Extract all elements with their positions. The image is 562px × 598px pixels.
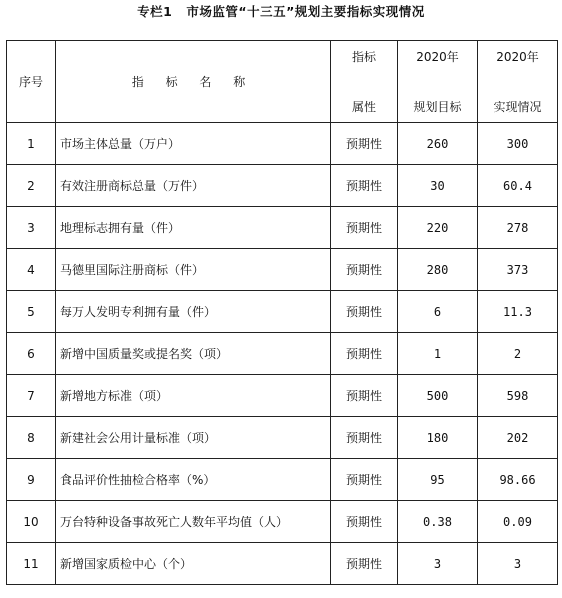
table-row (7, 501, 558, 543)
cell-index: 3 (7, 207, 56, 249)
table-row (7, 417, 558, 459)
cell-target: 6 (398, 291, 478, 333)
header-target (398, 41, 478, 123)
cell-index: 11 (7, 543, 56, 585)
cell-actual: 2 (478, 333, 558, 375)
cell-target: 220 (398, 207, 478, 249)
cell-attribute: 预期性 (331, 459, 398, 501)
table-row (7, 375, 558, 417)
cell-target: 1 (398, 333, 478, 375)
cell-name: 新增国家质检中心（个） (56, 543, 331, 585)
cell-index: 10 (7, 501, 56, 543)
table-row (7, 165, 558, 207)
cell-target: 180 (398, 417, 478, 459)
header-index: 序号 (7, 41, 56, 123)
header-attribute-line2: 属性 (351, 99, 376, 114)
cell-name: 地理标志拥有量（件） (56, 207, 331, 249)
table-header-row (7, 41, 558, 123)
cell-attribute: 预期性 (331, 375, 398, 417)
cell-actual: 3 (478, 543, 558, 585)
cell-target: 280 (398, 249, 478, 291)
cell-attribute: 预期性 (331, 165, 398, 207)
cell-attribute: 预期性 (331, 249, 398, 291)
page-title (0, 3, 562, 21)
header-attribute-line1: 指标 (351, 49, 376, 64)
cell-attribute: 预期性 (331, 207, 398, 249)
cell-actual: 98.66 (478, 459, 558, 501)
header-actual-line1: 2020年 (496, 49, 539, 64)
cell-index: 6 (7, 333, 56, 375)
cell-target: 500 (398, 375, 478, 417)
title-text: 市场监管“十三五”规划主要指标实现情况 (186, 4, 425, 19)
cell-index: 9 (7, 459, 56, 501)
cell-name: 新增中国质量奖或提名奖（项） (56, 333, 331, 375)
cell-actual: 202 (478, 417, 558, 459)
cell-name: 新建社会公用计量标准（项） (56, 417, 331, 459)
table-row (7, 249, 558, 291)
header-target-line1: 2020年 (416, 49, 459, 64)
header-name: 指 标 名 称 (56, 41, 331, 123)
table-row (7, 123, 558, 165)
cell-index: 1 (7, 123, 56, 165)
cell-attribute: 预期性 (331, 123, 398, 165)
table-row (7, 207, 558, 249)
cell-actual: 60.4 (478, 165, 558, 207)
cell-name: 有效注册商标总量（万件） (56, 165, 331, 207)
cell-name: 万台特种设备事故死亡人数年平均值（人） (56, 501, 331, 543)
cell-name: 食品评价性抽检合格率（%） (56, 459, 331, 501)
cell-index: 2 (7, 165, 56, 207)
cell-name: 市场主体总量（万户） (56, 123, 331, 165)
cell-target: 0.38 (398, 501, 478, 543)
cell-target: 30 (398, 165, 478, 207)
cell-attribute: 预期性 (331, 291, 398, 333)
header-actual (478, 41, 558, 123)
cell-name: 新增地方标准（项） (56, 375, 331, 417)
title-label: 专栏1 (137, 4, 173, 19)
cell-name: 马德里国际注册商标（件） (56, 249, 331, 291)
table-row (7, 543, 558, 585)
cell-target: 95 (398, 459, 478, 501)
cell-attribute: 预期性 (331, 543, 398, 585)
cell-actual: 598 (478, 375, 558, 417)
cell-index: 7 (7, 375, 56, 417)
cell-attribute: 预期性 (331, 417, 398, 459)
cell-target: 260 (398, 123, 478, 165)
indicator-table (6, 40, 558, 585)
cell-actual: 278 (478, 207, 558, 249)
cell-actual: 373 (478, 249, 558, 291)
table-row (7, 459, 558, 501)
header-target-line2: 规划目标 (413, 99, 462, 114)
cell-target: 3 (398, 543, 478, 585)
cell-actual: 300 (478, 123, 558, 165)
cell-index: 4 (7, 249, 56, 291)
cell-index: 8 (7, 417, 56, 459)
table-row (7, 291, 558, 333)
cell-actual: 0.09 (478, 501, 558, 543)
table-row (7, 333, 558, 375)
header-attribute (331, 41, 398, 123)
cell-name: 每万人发明专利拥有量（件） (56, 291, 331, 333)
cell-actual: 11.3 (478, 291, 558, 333)
header-actual-line2: 实现情况 (493, 99, 542, 114)
cell-attribute: 预期性 (331, 501, 398, 543)
cell-attribute: 预期性 (331, 333, 398, 375)
cell-index: 5 (7, 291, 56, 333)
